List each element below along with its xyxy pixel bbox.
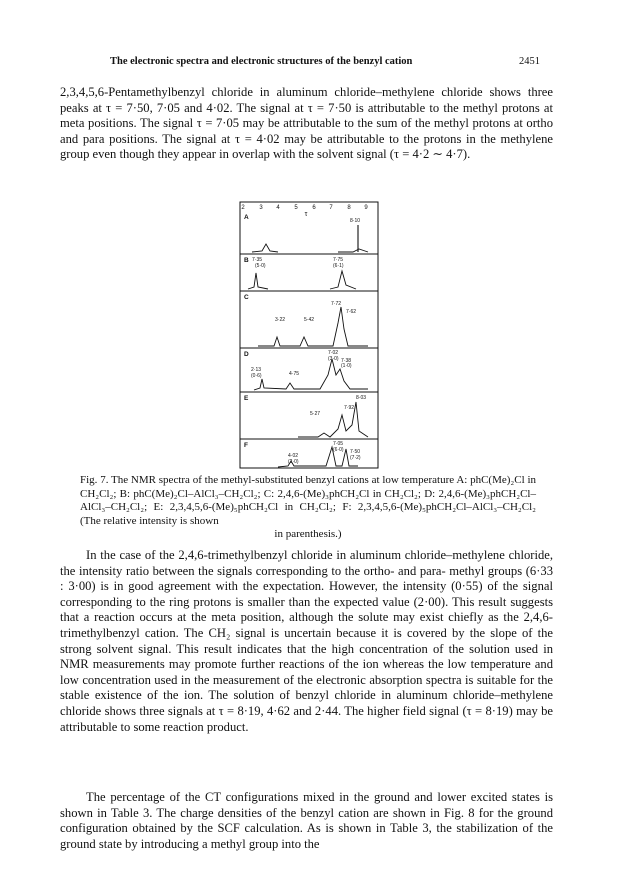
peak-label: 5·42: [304, 317, 315, 323]
peak-label: 7·75: [333, 257, 344, 263]
tick-label: 5: [294, 205, 298, 211]
peak-label: (5·0): [255, 263, 266, 269]
peak-label: 7·62: [346, 309, 357, 315]
peak-label: (6·0): [333, 447, 344, 453]
panel-letter: F: [244, 442, 248, 449]
page-number: 2451: [519, 56, 540, 67]
spectrum-trace-a: [252, 244, 278, 252]
peak-label: (7·2): [350, 455, 361, 461]
spectrum-trace-b: [248, 273, 268, 289]
panel-letter: C: [244, 294, 249, 301]
peak-label: 7·35: [252, 257, 263, 263]
tick-label: 8: [347, 205, 351, 211]
spectrum-trace-a-base: [338, 249, 368, 252]
tick-label: 4: [276, 205, 280, 211]
nmr-spectra-svg: [238, 199, 382, 471]
peak-label: (1·0): [341, 363, 352, 369]
peak-label: 3·22: [275, 317, 286, 323]
running-header: [110, 56, 540, 67]
figure-frame: [240, 202, 378, 468]
paragraph-1-text: 2,3,4,5,6-Pentamethylbenzyl chloride in aluminum chloride–methylene chloride shows three peaks at τ = 7·50, 7·05 and 4·02. The signal at τ = 7·50 is attributable to the methyl protons at meta positions. The signal τ = 7·05 may be attributable to the sum of the methyl protons at ortho and para positions. The signal at τ = 4·02 may be attributable to the protons in the methylene group even though they appear in overlap with the solvent signal (τ = 4·2 ∼ 4·7).: [60, 85, 553, 162]
spectrum-trace-b-peak: [330, 271, 356, 289]
panel-letter: E: [244, 395, 249, 402]
paragraph-trimethyl: [60, 548, 553, 735]
peak-label: 4·02: [288, 453, 299, 459]
peak-label: (6·1): [333, 263, 344, 269]
figure-caption: [80, 474, 536, 542]
peak-label: (2·0): [288, 459, 299, 465]
paragraph-2-text: In the case of the 2,4,6-trimethylbenzyl chloride in aluminum chloride–methylene chloride, the intensity ratio between the signals corresponding to the ortho- and para- methyl groups (6·33 : 3·00) is in good agreement with the expectation. However, the intensity (0·55) of the signal corresponding to the ring protons is smaller than the expected value (2·00). This result suggests that a reaction occurs at the meta position, although the solute may exist chiefly as the 2,4,6-trimethylbenzyl cation. The CH₂ signal is uncertain because it is covered by the slope of the strong solvent signal. This result indicates that the high concentration of the solution used in NMR measurements may promote further reactions of the ion whereas the low temperature and low concentration used in the measurement of the electronic absorption spectra is suitable for the stable existence of the ion. The solution of benzyl chloride in aluminum chloride–methylene chloride shows three signals at τ = 8·19, 4·62 and 2·44. The higher field signal (τ = 8·19) may be attributable to some reaction product.: [60, 548, 553, 734]
tick-label: 3: [259, 205, 263, 211]
paragraph-ct-configurations: [60, 790, 553, 852]
panel-letter: D: [244, 351, 249, 358]
nmr-figure: [238, 199, 382, 471]
peak-label: 8·10: [350, 218, 361, 224]
paragraph-3-text: The percentage of the CT configurations mixed in the ground and lower excited states is shown in Table 3. The charge densities of the benzyl cation are shown in Fig. 8 for the ground configuration obtained by the SCF calculation. As is shown in Table 3, the stabilization of the ground state by introducing a methyl group into the: [60, 790, 553, 851]
panel-letter: A: [244, 214, 249, 221]
peak-label: 4·75: [289, 371, 300, 377]
panel-letter: B: [244, 257, 249, 264]
peak-label: 2·13: [251, 367, 262, 373]
peak-label: 8·03: [356, 395, 367, 401]
peak-label: 7·02: [328, 350, 339, 356]
tick-label: 2: [241, 205, 245, 211]
peak-label: (3·0): [328, 356, 339, 362]
tick-label: 9: [364, 205, 368, 211]
peak-label: 7·05: [333, 441, 344, 447]
caption-text: Fig. 7. The NMR spectra of the methyl-substituted benzyl cations at low temperature A: phC(Me)₂Cl in CH₂Cl₂; B: phC(Me)₂Cl–AlCl₃–CH₂Cl₂; C: 2,4,6-(Me)₃phCH₂Cl in CH₂Cl₂; D: 2,4,6-(Me)₃phCH₂Cl–AlCl₃–CH₂Cl₂; E: 2,3,4,5,6-(Me)₅phCH₂Cl in CH₂Cl₂; F: 2,3,4,5,6-(Me)₅phCH₂Cl–AlCl₃–CH₂Cl₂ (The relative intensity is shown: [80, 474, 536, 527]
peak-label: 7·92: [344, 405, 355, 411]
peak-label: 5·27: [310, 411, 321, 417]
peak-label: 7·72: [331, 301, 342, 307]
running-title: The electronic spectra and electronic structures of the benzyl cation: [110, 56, 413, 67]
caption-tail: in parenthesis.): [274, 528, 342, 540]
paragraph-pentamethyl: [60, 85, 553, 163]
peak-label: 7·38: [341, 358, 352, 364]
axis-symbol: τ: [304, 211, 308, 218]
peak-label: (0·6): [251, 373, 262, 379]
tick-label: 7: [329, 205, 333, 211]
tick-label: 6: [312, 205, 316, 211]
peak-label: 7·50: [350, 449, 361, 455]
spectrum-trace-e: [298, 402, 368, 437]
